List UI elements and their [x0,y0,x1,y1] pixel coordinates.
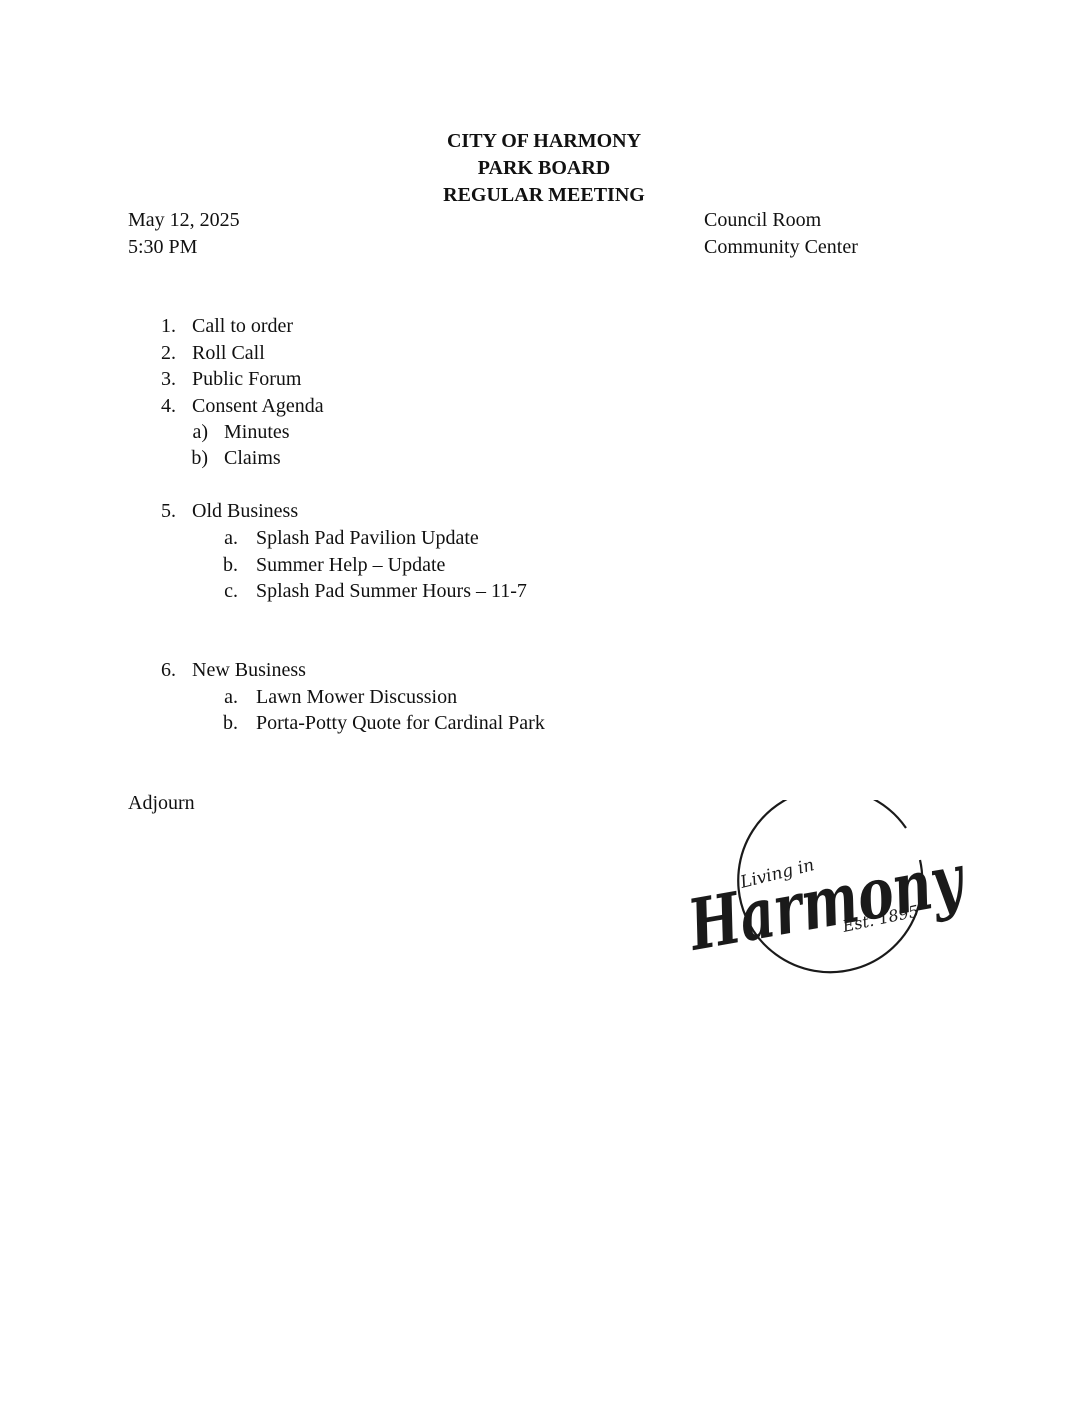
meeting-location [704,207,858,261]
agenda-subitem-letter: b. [223,554,238,576]
logo-established: Est. 1895 [840,901,921,936]
agenda-subitem-letter: b) [191,447,208,469]
agenda-item-text: Call to order [192,315,294,337]
agenda-item-text: Roll Call [192,342,265,364]
agenda-subitem-letter: c. [224,580,238,602]
agenda-item-text: Consent Agenda [192,395,324,417]
agenda-item-number: 1. [161,315,176,337]
title-board: PARK BOARD [477,157,611,179]
agenda-item-text: New Business [192,659,306,681]
meeting-building: Community Center [704,236,858,258]
agenda-subitem-text: Splash Pad Summer Hours – 11-7 [256,580,527,602]
agenda-item-number: 5. [161,500,176,522]
agenda-item-number: 6. [161,659,176,681]
meeting-datetime [128,207,240,261]
agenda-subitem-letter: b. [223,712,238,734]
agenda-subitem-letter: a. [224,527,238,549]
agenda-subitem-text: Splash Pad Pavilion Update [256,527,479,549]
agenda-subitem-letter: a. [224,686,238,708]
agenda-item-number: 4. [161,395,176,417]
meeting-date: May 12, 2025 [128,209,240,231]
agenda-subitem-text: Minutes [224,421,290,443]
harmony-logo-graphic [688,800,978,1000]
agenda-subitem-text: Summer Help – Update [256,554,446,576]
adjourn-text: Adjourn [128,792,195,814]
agenda-subitem-text: Porta-Potty Quote for Cardinal Park [256,712,545,734]
title-meeting-type: REGULAR MEETING [443,184,645,206]
logo-living-in: Living in [738,855,817,893]
document-title [0,128,1088,209]
agenda-subitem-letter: a) [192,421,208,443]
meeting-room: Council Room [704,209,822,231]
logo-harmony-word: Harmony [688,822,978,967]
title-city: CITY OF HARMONY [446,130,642,152]
meeting-time: 5:30 PM [128,236,198,258]
agenda-subitem-text: Claims [224,447,281,469]
agenda-item-text: Public Forum [192,368,302,390]
agenda-item-number: 2. [161,342,176,364]
agenda-subitem-text: Lawn Mower Discussion [256,686,458,708]
agenda-item-text: Old Business [192,500,299,522]
harmony-logo [688,800,978,1000]
agenda-item-number: 3. [161,368,176,390]
